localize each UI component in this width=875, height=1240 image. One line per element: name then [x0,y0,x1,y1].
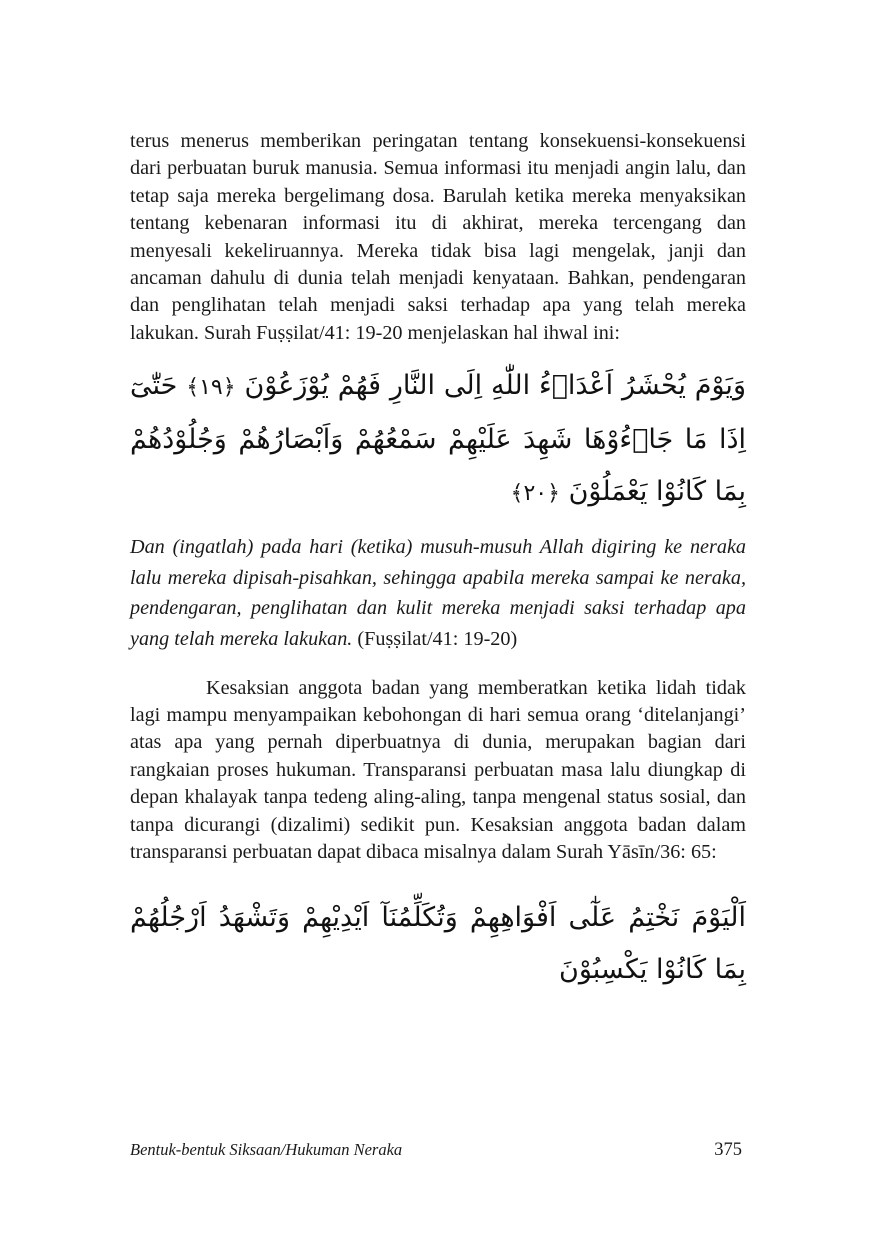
quran-verse-yasin: اَلْيَوْمَ نَخْتِمُ عَلٰٓى اَفْوَاهِهِمْ وَتُكَلِّمُنَآ اَيْدِيْهِمْ وَتَشْهَدُ اَرْجُلُهُمْ بِمَا كَانُوْا يَكْسِبُوْنَ [130,902,746,986]
ayah-marker-20: ﴿٢٠﴾ [510,481,560,507]
verse-text-20: حَتّٰىٓ اِذَا مَا جَاۤءُوْهَا شَهِدَ عَلَيْهِمْ سَمْعُهُمْ وَاَبْصَارُهُمْ وَجُلُوْدُهُمْ بِمَا كَانُوْا يَعْمَلُوْنَ [130,370,746,508]
running-title: Bentuk-bentuk Siksaan/Hukuman Neraka [130,1140,403,1159]
page-body [130,128,746,996]
paragraph-second: Kesaksian anggota badan yang memberatkan ketika lidah tidak lagi mampu menyampaikan kebohongan di hari semua orang ‘ditelanjangi’ atas apa yang pernah diperbuatnya di dunia, merupakan bagian dari rangkaian proses hukuman. Transparansi perbuatan masa lalu diungkap di depan khalayak tanpa tedeng aling-aling, tanpa mengenal status sosial, dan tanpa dicurangi (dizalimi) sedikit pun. Kesaksian anggota badan dalam transparansi perbuatan dapat dibaca misalnya dalam Surah Yāsīn/36: 65: [130,676,746,864]
quran-verse-fussilat [130,360,746,520]
verse-reference: (Fuṣṣilat/41: 19-20) [357,628,518,651]
verse-text-19: وَيَوْمَ يُحْشَرُ اَعْدَاۤءُ اللّٰهِ اِلَى النَّارِ فَهُمْ يُوْزَعُوْنَ [244,370,746,402]
verse-translation [130,532,746,654]
ayah-marker-19: ﴿١٩﴾ [186,375,236,401]
page-footer [130,1140,742,1161]
paragraph-intro: terus menerus memberikan peringatan tentang konsekuensi-konsekuensi dari perbuatan buruk manusia. Semua informasi itu menjadi angin lalu, dan tetap saja mereka bergelimang dosa. Barulah ketika mereka menyaksikan tentang kebenaran informasi itu di akhirat, mereka tercengang dan menyesali kekeliruannya. Mereka tidak bisa lagi mengelak, janji dan ancaman dahulu di dunia telah menjadi kenyataan. Bahkan, pendengaran dan penglihatan telah menjadi saksi terhadap apa yang telah mereka lakukan. Surah Fuṣṣilat/41: 19-20 menjelaskan hal ihwal ini: [130,130,746,344]
translation-text: Dan (ingatlah) pada hari (ketika) musuh-musuh Allah digiring ke neraka lalu mereka dipisah-pisahkan, sehingga apabila mereka sampai ke neraka, pendengaran, penglihatan dan kulit mereka menjadi saksi terhadap apa yang telah mereka lakukan. [130,536,746,651]
page-number: 375 [714,1140,742,1160]
